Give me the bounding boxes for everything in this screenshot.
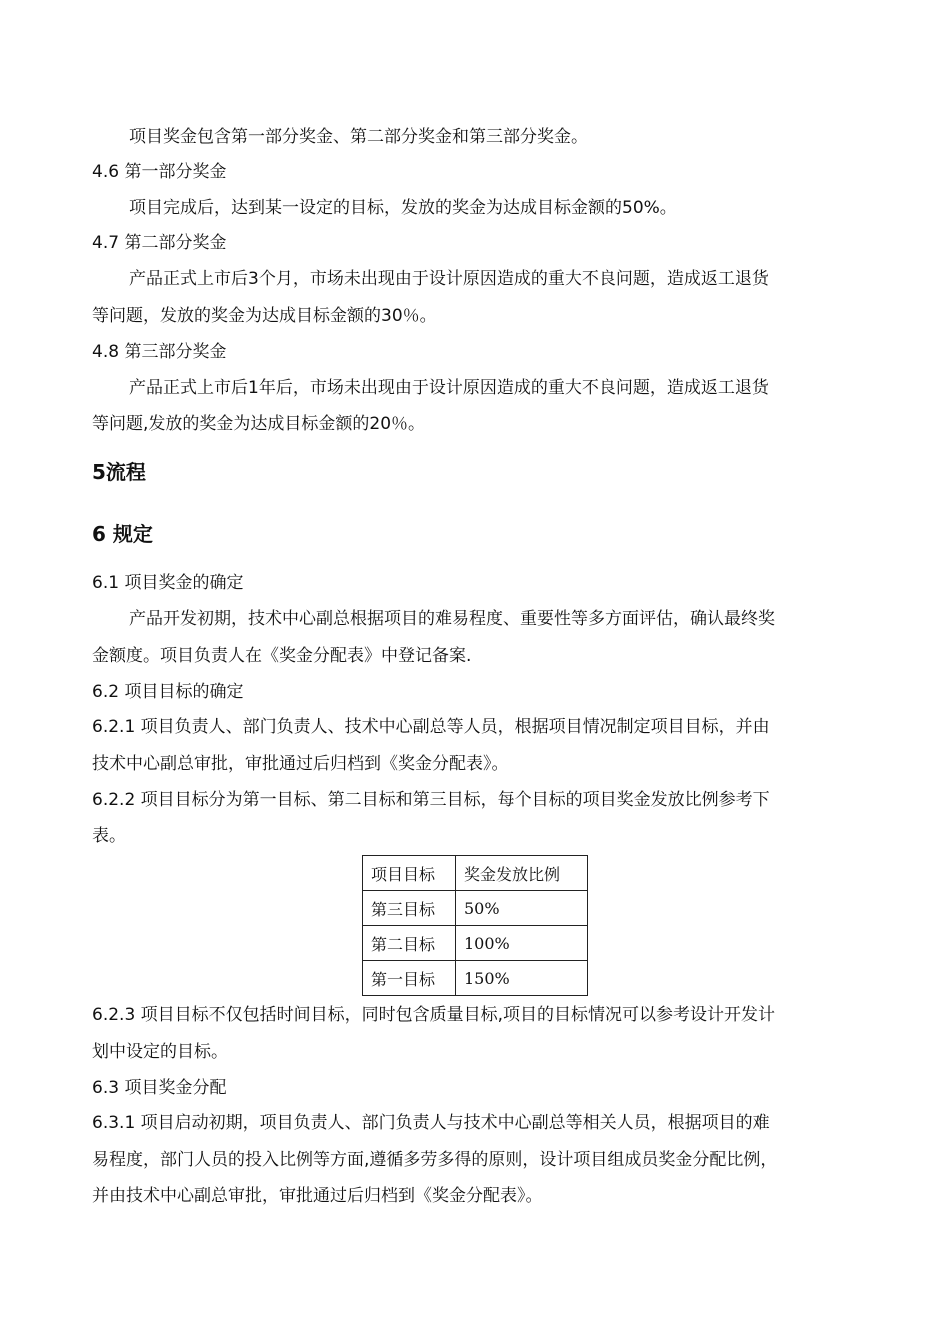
paragraph-line: 产品正式上市后1年后，市场未出现由于设计原因造成的重大不良问题，造成返工退货	[129, 378, 769, 398]
section-heading-6-2: 6.2 项目目标的确定	[92, 682, 244, 702]
table-cell: 100%	[456, 926, 588, 961]
table-row	[363, 961, 588, 996]
paragraph-line: 等问题,发放的奖金为达成目标金额的20％。	[92, 414, 426, 434]
paragraph-line: 项目完成后，达到某一设定的目标，发放的奖金为达成目标金额的50%。	[129, 198, 677, 218]
paragraph-line: 6.3.1 项目启动初期，项目负责人、部门负责人与技术中心副总等相关人员，根据项目的难	[92, 1113, 770, 1133]
paragraph-line: 产品开发初期，技术中心副总根据项目的难易程度、重要性等多方面评估，确认最终奖	[129, 609, 775, 629]
paragraph-line: 6.2.2 项目目标分为第一目标、第二目标和第三目标，每个目标的项目奖金发放比例参考下	[92, 790, 770, 810]
paragraph-line: 划中设定的目标。	[92, 1042, 228, 1062]
table-cell: 第一目标	[363, 961, 456, 996]
section-heading-6-1: 6.1 项目奖金的确定	[92, 573, 244, 593]
paragraph-line: 表。	[92, 826, 126, 846]
paragraph-line: 并由技术中心副总审批，审批通过后归档到《奖金分配表》。	[92, 1186, 543, 1206]
table-cell: 50%	[456, 891, 588, 926]
table-row	[363, 926, 588, 961]
paragraph-line: 等问题，发放的奖金为达成目标金额的30％。	[92, 306, 437, 326]
chapter-heading-6: 6 规定	[92, 522, 153, 546]
section-heading-4-6: 4.6 第一部分奖金	[92, 162, 227, 182]
chapter-heading-5: 5流程	[92, 460, 146, 484]
table-cell: 第三目标	[363, 891, 456, 926]
table-header-cell: 奖金发放比例	[456, 856, 588, 891]
table-header-row	[363, 856, 588, 891]
table-row	[363, 891, 588, 926]
paragraph-line: 6.2.3 项目目标不仅包括时间目标，同时包含质量目标,项目的目标情况可以参考设计开发计	[92, 1005, 776, 1025]
table-header-cell: 项目目标	[363, 856, 456, 891]
paragraph-line: 6.2.1 项目负责人、部门负责人、技术中心副总等人员，根据项目情况制定项目目标，并由	[92, 717, 770, 737]
paragraph-line: 金额度。项目负责人在《奖金分配表》中登记备案.	[92, 646, 472, 666]
bonus-ratio-table	[362, 855, 588, 996]
table-cell: 第二目标	[363, 926, 456, 961]
paragraph-line: 产品正式上市后3个月，市场未出现由于设计原因造成的重大不良问题，造成返工退货	[129, 269, 769, 289]
paragraph-line: 易程度，部门人员的投入比例等方面,遵循多劳多得的原则，设计项目组成员奖金分配比例，	[92, 1150, 778, 1170]
section-heading-6-3: 6.3 项目奖金分配	[92, 1078, 227, 1098]
section-heading-4-8: 4.8 第三部分奖金	[92, 342, 227, 362]
paragraph-line: 项目奖金包含第一部分奖金、第二部分奖金和第三部分奖金。	[129, 127, 588, 147]
table-cell: 150%	[456, 961, 588, 996]
paragraph-line: 技术中心副总审批，审批通过后归档到《奖金分配表》。	[92, 754, 509, 774]
section-heading-4-7: 4.7 第二部分奖金	[92, 233, 227, 253]
